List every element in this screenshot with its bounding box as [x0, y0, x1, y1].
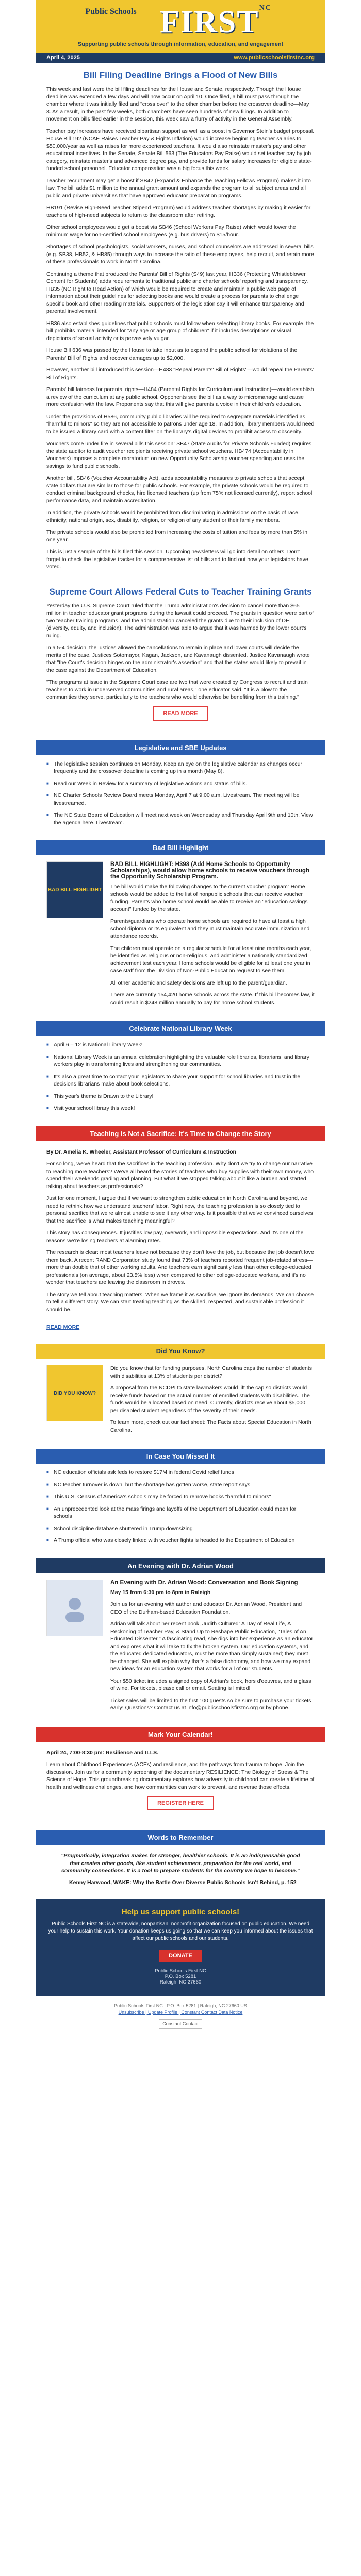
- quote-author: – Kenny Harwood, WAKE: Why the Battle Over Diverse Public Schools Isn't Behind, p. 152: [64, 1879, 297, 1886]
- lead-paragraph: HB191 (Revise High-Need Teacher Stipend Program) would address teacher shortages by making it easier for teachers of high-need subjects to return to the classroom after retiring.: [46, 205, 311, 218]
- second-headline[interactable]: Supreme Court Allows Federal Cuts to Teacher Training Grants: [49, 586, 312, 597]
- lead-paragraph: Teacher recruitment may get a boost if SB42 (Expand & Enhance the Teaching Fellows Program) makes it into law. The bill adds $1 million to the annual grant amount and expands the program to all subject areas and all public and private universities that have approved educator preparation programs.: [46, 177, 311, 199]
- teaching-paragraph: For so long, we've heard that the sacrifices in the teaching profession. Why don't we try to change our narrative to reaching more teachers? We've all heard the stories of teachers who buy supplies with their own money, who spend their weekends grading and planning. But what if we stopped talking about it like a burden and started talking about teachers as professionals?: [46, 1161, 314, 1190]
- lead-paragraph: Shortages of school psychologists, social workers, nurses, and school counselors are addressed in several bills (e.g. SB38, HB52, & HB85) through ways to increase the ratio of these employees, help recruit, and retain more of these professionals to work in North Carolina.: [46, 244, 314, 265]
- author-photo: [46, 1580, 103, 1636]
- second-article: [36, 580, 325, 733]
- did-you-know-thumbnail: DID YOU KNOW?: [46, 1365, 103, 1421]
- did-you-know-paragraph: A proposal from the NCDPI to state lawmakers would lift the cap so districts would receive funds based on the actual number of enrolled students with disabilities. The funds would be allocated based on need. Currently, districts receive about $5,000 per disabled student regardless of the severity of their needs.: [110, 1385, 310, 1414]
- newsletter: [36, 0, 325, 2039]
- case-item[interactable]: ■ This U.S. Census of America's schools may be forced to remove books "harmful to minors": [46, 1493, 315, 1501]
- bad-bill-thumbnail: BAD BILL HIGHLIGHT: [46, 861, 103, 918]
- footer-address: [46, 1968, 315, 1985]
- calendar-body: [46, 1761, 315, 1791]
- lead-paragraph: HB36 also establishes guidelines that public schools must follow when selecting library books. For example, the bill prohibits material intended for "any age or age group of children" if it includes descriptions or visual depictions of sexual activity or is pervasively vulgar.: [46, 320, 314, 342]
- logo-text: FIRST: [160, 5, 259, 40]
- evening-body: [110, 1601, 315, 1712]
- logo-sup: NC: [259, 4, 272, 12]
- bad-bill-feature: [36, 855, 325, 1014]
- evening-feature: [36, 1573, 325, 1720]
- lead-paragraph: In addition, the private schools would be prohibited from discriminating in admissions on the basis of race, ethnicity, national origin, sex, disability, religion, or religion of any student or their family members.: [46, 510, 300, 523]
- masthead-brand-line: Public Schools: [85, 7, 137, 16]
- library-list: [36, 1036, 325, 1119]
- masthead-logo: [160, 4, 272, 41]
- calendar-paragraph: Learn about Childhood Experiences (ACEs) and resilience, and the pathways from trauma to hope. Join the discussion. Join us for a community screening of the documentary RESILIENCE: The Biology of Stress & The Science of Hope. This groundbreaking documentary explores how adversity in childhood can create a lifetime of health and wellness challenges, and how communities can work to prevent, and reverse those effects.: [46, 1761, 315, 1790]
- bad-bill-paragraph: Parents/guardians who operate home schools are required to have at least a high school diploma or its equivalent and they must maintain accurate immunization and attendance records.: [110, 918, 310, 939]
- masthead: [36, 0, 325, 53]
- did-you-know-paragraph: Did you know that for funding purposes, North Carolina caps the number of students with disabilities at 13% of students per district?: [110, 1365, 313, 1379]
- library-item[interactable]: ■ This year's theme is Drawn to the Library!: [46, 1093, 315, 1100]
- lead-paragraph: The private schools would also be prohibited from increasing the costs of tuition and fees by more than 5% in one year.: [46, 529, 308, 543]
- lead-paragraph: Vouchers come under fire in several bills this session: SB47 (State Audits for Private Schools Funded) requires the state auditor to audit voucher recipients receiving private school vouchers. HB474 (Accountability in Vouchers) imposes a complete moratorium on new Opportunity Scholarship voucher spending and uses the savings to fund public schools.: [46, 440, 312, 469]
- legislative-item[interactable]: ■ The legislative session continues on Monday. Keep an eye on the legislative calendar as changes occur frequently and the crossover deadline is coming up in a month (May 8).: [46, 760, 315, 775]
- case-item[interactable]: ■ An unprecedented look at the mass firings and layoffs of the Department of Education could mean for schools: [46, 1505, 315, 1520]
- second-paragraph: Yesterday the U.S. Supreme Court ruled that the Trump administration's decision to cancel more than $65 million in teacher educator grant programs during the lawsuit could proceed. The grants in question were part of two teacher training programs, and the administration canceled the grants due to their inclusion of DEI (diversity, equity, and inclusion). The administration was able to argue that it was harmed by the lower court's ruling.: [46, 602, 314, 639]
- evening-paragraph: Ticket sales will be limited to the first 100 guests so be sure to purchase your tickets early! Questions? Contact us at info@publicschoolsfirstnc.org or by phone.: [110, 1697, 311, 1711]
- bad-bill-body: [110, 883, 315, 1006]
- post-footer-address: Public Schools First NC | P.O. Box 5281 | Raleigh, NC 27660 US: [114, 2003, 247, 2008]
- case-item[interactable]: ■ NC teacher turnover is down, but the shortage has gotten worse, state report says: [46, 1481, 315, 1489]
- did-you-know-section-bar: Did You Know?: [36, 1344, 325, 1359]
- legislative-item[interactable]: ■ NC Charter Schools Review Board meets Monday, April 7 at 9:00 a.m. Livestream. The meeting will be livestreamed.: [46, 792, 315, 807]
- post-footer: [36, 1996, 325, 2039]
- lead-paragraph: Continuing a theme that produced the Parents' Bill of Rights (S49) last year, HB36 (Protecting Whistleblower Content for Students) adds requirements to traditional public and charter schools' reporting and transparency. HB35 (NC Right to Read Action) of which would be required to create and maintain a public web page of information about their guidelines for selecting books and would create a process for parents to challenge specific book and other reading materials. Supporters of the legislation say it will enhance transparency and parental involvement.: [46, 270, 308, 314]
- footer-title: Help us support public schools!: [121, 1908, 240, 1917]
- register-button[interactable]: REGISTER HERE: [147, 1796, 214, 1810]
- did-you-know-feature: [36, 1359, 325, 1442]
- legislative-item[interactable]: ■ The NC State Board of Education will meet next week on Wednesday and Thursday April 9th and 10th. View the agenda here. Livestream.: [46, 811, 315, 826]
- quote-block: [36, 1845, 325, 1899]
- person-icon: [59, 1592, 90, 1623]
- case-list: [36, 1464, 325, 1551]
- calendar-article: [36, 1742, 325, 1823]
- bad-bill-section-bar: Bad Bill Highlight: [36, 840, 325, 855]
- evening-paragraph: Your $50 ticket includes a signed copy of Adrian's book, hors d'oeuvres, and a glass of wine. For tickets, please call or email. Seating is limited!: [110, 1677, 311, 1691]
- teaching-body: [46, 1160, 315, 1313]
- second-paragraph: In a 5-4 decision, the justices allowed the cancellations to remain in place and lower courts will decide the merits of the case. Justices Sotomayor, Kagan, Jackson, and Kavanaugh dissented. Justice Kavanaugh wrote that "the Court's decision hinges on the administrator's assertion" and that the states would likely to prevail in the case against the Department of Education.: [46, 645, 310, 673]
- teaching-paragraph: Just for one moment, I argue that if we want to strengthen public education in North Carolina and beyond, we need to rethink how we understand teachers' labor. Right now, the teaching profession is so closely tied to personal sacrifice that we're almost unable to see it any other way. Is it possible that we've convinced ourselves that the sacrifice is what makes teaching meaningful?: [46, 1195, 313, 1224]
- lead-paragraph: This is just a sample of the bills filed this session. Upcoming newsletters will go into detail on others. Don't forget to check the legislative tracker for a comprehensive list of bills and to find out how your legislators have voted.: [46, 549, 308, 570]
- teaching-paragraph: This story has consequences. It justifies low pay, overwork, and impossible expectations. And it's one of the reasons we're losing teachers at alarming rates.: [46, 1230, 304, 1244]
- lead-paragraph: Teacher pay increases have received bipartisan support as well as a boost in Governor Stein's budget proposal. House Bill 192 (NCAE Raises Teacher Pay & Fights Inflation) would increase beginning teacher salaries to $50,000/year as well as raises for more experienced teachers. It would also reinstate master's pay and other educational incentives. In the Senate, Senate Bill 563 (The Educators Pay Raise) would set teacher pay by job category, reinstate master's and advanced degree pay, and provide funds for salary increases for eligible state-funded school personnel. Educator compensation was a big focus this week.: [46, 128, 315, 172]
- evening-paragraph: Join us for an evening with author and educator Dr. Adrian Wood, President and CEO of the Durham-based Education Foundation.: [110, 1601, 302, 1615]
- did-you-know-paragraph: To learn more, check out our fact sheet: The Facts about Special Education in North Carolina.: [110, 1419, 311, 1433]
- lead-paragraph: Other school employees would get a boost via SB46 (School Workers Pay Raise) which would lower the minimum wage for non-certified school employees (e.g. bus drivers) to $15/hour.: [46, 224, 296, 238]
- evening-when: May 15 from 6:30 pm to 8pm in Raleigh: [110, 1589, 211, 1596]
- masthead-tagline: Supporting public schools through information, education, and engagement: [77, 41, 284, 47]
- quote-section-bar: Words to Remember: [36, 1830, 325, 1845]
- footer-text: Public Schools First NC is a statewide, nonpartisan, nonprofit organization focused on public education. We need your help to sustain this work. Your donation keeps us going so that we can keep you informed about the issues that affect our public schools and our students.: [48, 1921, 313, 1941]
- address-line: Raleigh, NC 27660: [159, 1979, 202, 1985]
- quote-text: "Pragmatically, integration makes for stronger, healthier schools. It is an indispensable good that creates other goods, like student achievement, preparation for the real world, and community connections. It is a tool to prepare students for the country we hope to become.": [61, 1853, 300, 1874]
- lead-body: [46, 86, 315, 571]
- issue-date: April 4, 2025: [46, 55, 80, 61]
- calendar-section-bar: Mark Your Calendar!: [36, 1727, 325, 1742]
- address-line: P.O. Box 5281: [165, 1974, 196, 1979]
- lead-article: [36, 63, 325, 580]
- evening-title[interactable]: An Evening with Dr. Adrian Wood: Conversation and Book Signing: [110, 1579, 298, 1586]
- second-paragraph: "The programs at issue in the Supreme Court case are two that were created by Congress to recruit and train teachers to work in underserved communities and rural areas," one educator said. "It is a blow to the communities they serve, particularly to the teachers who would otherwise be benefiting from this training.": [46, 679, 308, 700]
- bad-bill-paragraph: There are currently 154,420 home schools across the state. If this bill becomes law, it could result in $248 million annually to pay for home school students.: [110, 992, 315, 1006]
- lead-paragraph: Parents' bill fairness for parental rights—H484 (Parental Rights for Curriculum and Instruction)—would establish a review of the curriculum at any public school. Opponents see the bill as a way to micromanage and cause more confusion with the law. Proponents say that this will give parents a voice in their children's education.: [46, 386, 314, 408]
- library-item[interactable]: ■ National Library Week is an annual celebration highlighting the valuable role libraries, librarians, and library workers play in transforming lives and strengthening our communities.: [46, 1054, 315, 1069]
- lead-paragraph: However, another bill introduced this session—H483 "Repeal Parents' Bill of Rights"—would repeal the Parents' Bill of Rights.: [46, 367, 314, 381]
- calendar-title: April 24, 7:00-8:30 pm: Resilience and ILLS.: [46, 1749, 159, 1756]
- library-section-bar: Celebrate National Library Week: [36, 1021, 325, 1036]
- library-item[interactable]: ■ It's also a great time to contact your legislators to share your support for school libraries and trust in the decisions librarians make about book selections.: [46, 1073, 315, 1088]
- case-item[interactable]: ■ School discipline database shuttered in Trump downsizing: [46, 1525, 315, 1533]
- did-you-know-body: [110, 1365, 315, 1438]
- address-line: Public Schools First NC: [155, 1968, 206, 1974]
- library-item[interactable]: ■ April 6 – 12 is National Library Week!: [46, 1041, 315, 1049]
- dateline: [36, 53, 325, 63]
- lead-paragraph: Under the provisions of H586, community public libraries will be required to segregate materials identified as "harmful to minors" so they are not accessible to patrons under age 18. In addition, library members would need to be issued a library card with a content filter on the library's digital devices to prohibit access to obscenity.: [46, 413, 315, 435]
- teaching-paragraph: The story we tell about teaching matters. When we frame it as sacrifice, we ignore its demands. We can choose to tell a different story. We can start treating teaching as the skilled, respected, and sustainable profession it should be.: [46, 1291, 314, 1313]
- masthead-brand: [62, 7, 160, 16]
- lead-paragraph: Another bill, SB46 (Voucher Accountability Act), adds accountability measures to private schools that accept state dollars that are similar to those for public schools. For example, the private schools would be required to conduct criminal background checks, hire licensed teachers (up from 75% not licensed currently), report school performance data, and maintain accreditation.: [46, 475, 313, 504]
- lead-headline[interactable]: Bill Filing Deadline Brings a Flood of New Bills: [83, 70, 278, 80]
- library-item[interactable]: ■ Visit your school library this week!: [46, 1105, 315, 1112]
- constant-contact-badge[interactable]: Constant Contact: [159, 2019, 202, 2029]
- site-link[interactable]: www.publicschoolsfirstnc.org: [234, 55, 315, 61]
- bad-bill-title[interactable]: BAD BILL HIGHLIGHT: H398 (Add Home Schools to Opportunity Scholarships), would allow home schools to receive vouchers through the Opportunity Scholarship Program.: [110, 861, 309, 880]
- teaching-article: [36, 1141, 325, 1323]
- bad-bill-paragraph: All other academic and safety decisions are left up to the parent/guardian.: [110, 979, 287, 986]
- second-body: [46, 602, 315, 701]
- donate-button[interactable]: DONATE: [159, 1950, 202, 1962]
- legislative-item[interactable]: ■ Read our Week in Review for a summary of legislative actions and status of bills.: [46, 780, 315, 788]
- teaching-paragraph: The research is clear: most teachers leave not because they don't love the job, but because the job doesn't love them back. A recent RAND Corporation study found that 73% of teachers reported frequent job-related stress—more than double that of other working adults. And teachers earn significantly less than other college-educated professionals (on average, about 23.5% less) when compared to other college-educated workers, and it's no wonder that teachers are leaving the classroom in droves.: [46, 1249, 314, 1285]
- teaching-read-more-link[interactable]: READ MORE: [46, 1324, 80, 1330]
- case-item[interactable]: ■ NC education officials ask feds to restore $17M in federal Covid relief funds: [46, 1469, 315, 1477]
- case-item[interactable]: ■ A Trump official who was closely linked with voucher fights is headed to the Department of Education: [46, 1537, 315, 1545]
- post-footer-links[interactable]: Unsubscribe | Update Profile | Constant Contact Data Notice: [118, 2010, 243, 2015]
- teaching-section-bar: Teaching is Not a Sacrifice: It's Time to Change the Story: [36, 1126, 325, 1141]
- lead-paragraph: House Bill 636 was passed by the House to take input as to expand the public school for violations of the Parents' Bill of Rights and recover damages up to $2,000.: [46, 347, 298, 361]
- bad-bill-paragraph: The children must operate on a regular schedule for at least nine months each year, be identified as religious or non-religious, and administer a nationally standardized achievement test each year. Home schools would be eligible for at least one year in case staff from the Division of Non-Public Education request to see them.: [110, 945, 311, 974]
- evening-section-bar: An Evening with Dr. Adrian Wood: [36, 1558, 325, 1573]
- legislative-section-bar: Legislative and SBE Updates: [36, 740, 325, 755]
- footer: [36, 1899, 325, 1996]
- bad-bill-paragraph: The bill would make the following changes to the current voucher program: Home schools would be added to the list of nonpublic schools that can receive voucher funding. Parents who home school would be able to receive an "education savings account" funded by the state.: [110, 884, 308, 912]
- evening-paragraph: Adrian will talk about her recent book, Judith Cultured: A Day of Real Life, A Reckoning of Teacher Pay, & Stand Up to Reshape Public Education, "Tales of An Educated Dissenter." A fascinating read, she digs into her experience as an educator and explores what it will take to fix the broken system. Our education systems, and the educated dedicated educators, must be more than simply sustained; they must be changed. She will explain why that's a false dichotomy, and how we may expand new ideas for an education system that works for all of our students.: [110, 1621, 314, 1672]
- lead-paragraph: This week and last were the bill filing deadlines for the House and Senate, respectively. Though the House deadline was extended a few days and will now occur on April 10. Once filed, a bill must pass through the chamber where it was initially filed and "cross over" to the other chamber before the crossover deadline—May 8. As a result, in the past few weeks, both chambers have seen hundreds of new filings. In addition to movement on bills filed earlier in the session, this week saw a flurry of activity in the General Assembly.: [46, 86, 309, 122]
- case-section-bar: In Case You Missed It: [36, 1449, 325, 1464]
- second-read-more-button[interactable]: READ MORE: [153, 706, 208, 721]
- legislative-list: [36, 755, 325, 834]
- teaching-byline: By Dr. Amelia K. Wheeler, Assistant Professor of Curriculum & Instruction: [46, 1148, 236, 1155]
